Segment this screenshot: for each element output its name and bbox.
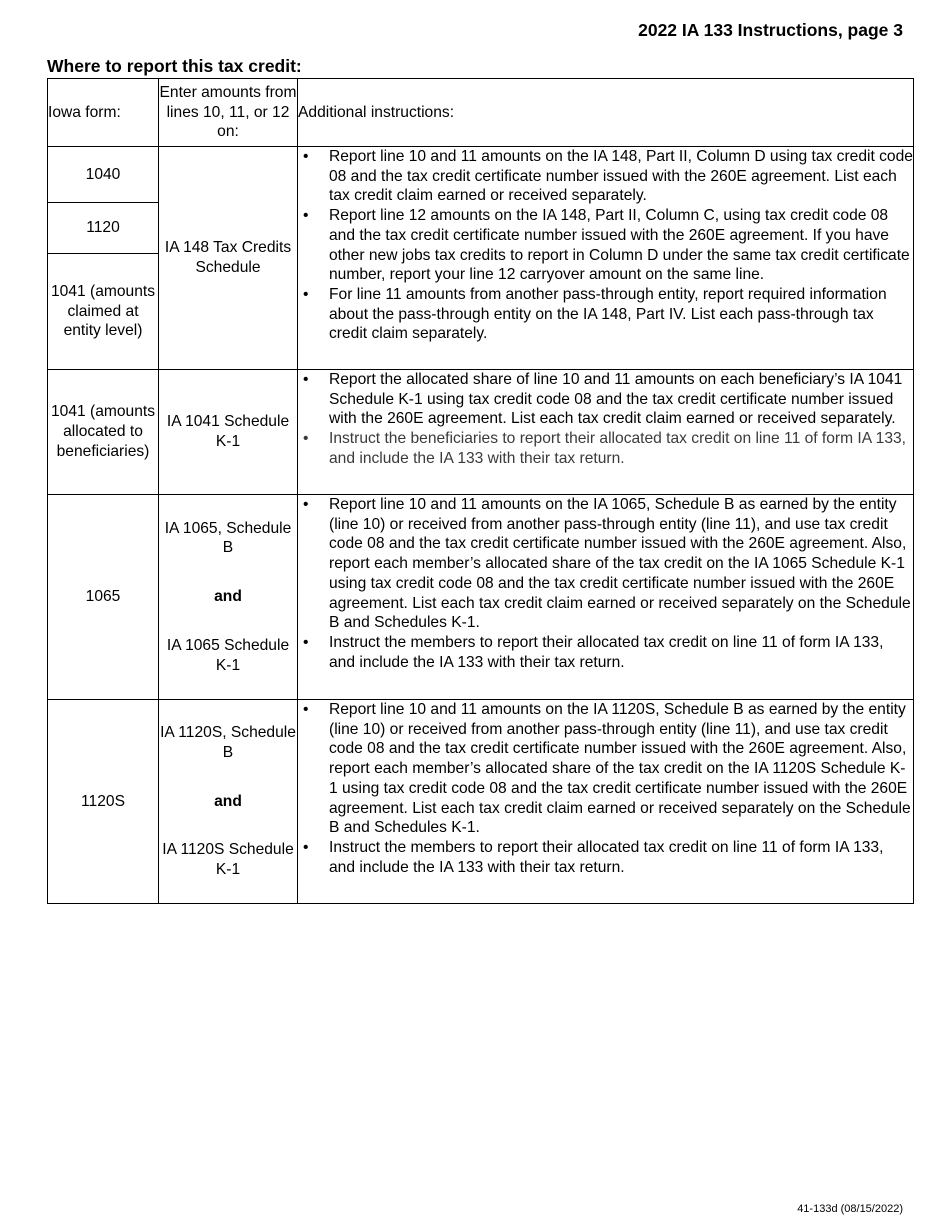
table-row: [48, 370, 914, 495]
instruction-item: • Report line 10 and 11 amounts on the IA 1065, Schedule B as earned by the entity (line 10) or received from another pass-through entity (line 11), and use tax credit code 08 and the tax credit certificate number issued with the 260E agreement. Also, report each member’s allocated share of the tax credit on the IA 1065 Schedule K-1 using tax credit code 08 and the tax credit certificate number issued with the 260E agreement. List each tax credit claim earned or received separately on the Schedule B and Schedules K-1.: [303, 496, 911, 632]
bullet-icon: •: [303, 148, 309, 165]
destination-schedule-k1: IA 1065 Schedule K-1: [166, 636, 290, 674]
bullet-icon: •: [303, 285, 309, 303]
instructions-group4-cell: [298, 700, 914, 904]
table-row: [48, 700, 914, 904]
destination-ia148-cell: IA 148 Tax Credits Schedule: [159, 147, 298, 370]
instruction-item: • Report the allocated share of line 10 and 11 amounts on each beneficiary’s IA 1041 Schedule K-1 using tax credit code 08 and the tax credit certificate number issued with the 260E agreement. List each tax credit claim earned or received separately.: [303, 371, 903, 428]
instructions-group2-cell: [298, 370, 914, 495]
form-revision-code: 41-133d (08/15/2022): [797, 1203, 903, 1215]
instruction-item: • Report line 10 and 11 amounts on the IA 148, Part II, Column D using tax credit code 08 and the tax credit certificate number issued with the 260E agreement. List each tax credit claim earned or received separately.: [303, 148, 913, 205]
bullet-icon: •: [303, 838, 309, 856]
bullet-icon: •: [303, 496, 309, 513]
table-row: [48, 147, 914, 203]
destination-ia1041-cell: IA 1041 Schedule K-1: [159, 370, 298, 495]
instruction-item: • Report line 10 and 11 amounts on the IA 1120S, Schedule B as earned by the entity (line 10) or received from another pass-through entity (line 11), and use tax credit code 08 and the tax credit certificate number issued with the 260E agreement. Also, report each member’s allocated share of the tax credit on the IA 1120S Schedule K-1 using tax credit code 08 and the tax credit certificate number issued with the 260E agreement. List each tax credit claim earned or received separately on the Schedule B and Schedules K-1.: [303, 701, 911, 837]
form-1041-entity-cell: 1041 (amounts claimed at entity level): [48, 254, 159, 370]
table-header-row: [48, 79, 914, 147]
instruction-item: • Report line 12 amounts on the IA 148, Part II, Column C, using tax credit code 08 and the tax credit certificate number issued with the 260E agreement. If you have other new jobs tax credits to report in Column D under the same tax credit certificate number, report your line 12 carryover amount on the same line.: [303, 207, 910, 284]
instruction-list: [298, 370, 913, 469]
instructions-group3-cell: [298, 495, 914, 700]
bullet-icon: •: [303, 701, 309, 718]
bullet-icon: •: [303, 371, 309, 388]
header-enter-amounts: Enter amounts from lines 10, 11, or 12 on:: [159, 79, 298, 147]
form-1065-cell: 1065: [48, 495, 159, 700]
instruction-item: • Instruct the members to report their allocated tax credit on line 11 of form IA 133, and include the IA 133 with their tax return.: [303, 633, 884, 671]
instruction-list: [298, 147, 913, 344]
destination-and: and: [214, 588, 242, 606]
form-1120-cell: 1120: [48, 203, 159, 254]
destination-schedule-b: IA 1120S, Schedule B: [160, 724, 296, 761]
bullet-icon: •: [303, 207, 309, 225]
reporting-table: [47, 78, 914, 904]
bullet-icon: •: [303, 430, 309, 448]
form-1040-cell: 1040: [48, 147, 159, 203]
form-1120s-cell: 1120S: [48, 700, 159, 904]
header-additional-instructions: Additional instructions:: [298, 79, 914, 147]
destination-schedule-b: IA 1065, Schedule B: [164, 519, 292, 557]
section-title: Where to report this tax credit:: [47, 56, 302, 76]
form-1041-beneficiaries-cell: 1041 (amounts allocated to beneficiaries): [48, 370, 159, 495]
instruction-item: • For line 11 amounts from another pass-through entity, report required information about the pass-through entity on the IA 148, Part IV. List each pass-through tax credit claim separately.: [303, 285, 887, 343]
header-iowa-form: Iowa form:: [48, 79, 159, 147]
instructions-group1-cell: [298, 147, 914, 370]
bullet-icon: •: [303, 633, 309, 651]
destination-schedule-k1: IA 1120S Schedule K-1: [162, 841, 294, 879]
destination-ia1120s-cell: [159, 700, 298, 904]
instruction-item: • Instruct the members to report their allocated tax credit on line 11 of form IA 133, and include the IA 133 with their tax return.: [303, 838, 884, 876]
table-row: [48, 495, 914, 700]
instruction-item: • Instruct the beneficiaries to report their allocated tax credit on line 11 of form IA 133, and include the IA 133 with their tax return.: [303, 430, 906, 467]
instruction-list: [298, 700, 913, 877]
destination-ia1065-cell: [159, 495, 298, 700]
instruction-list: [298, 495, 913, 672]
page-header: 2022 IA 133 Instructions, page 3: [638, 20, 903, 40]
destination-and: and: [214, 792, 242, 810]
